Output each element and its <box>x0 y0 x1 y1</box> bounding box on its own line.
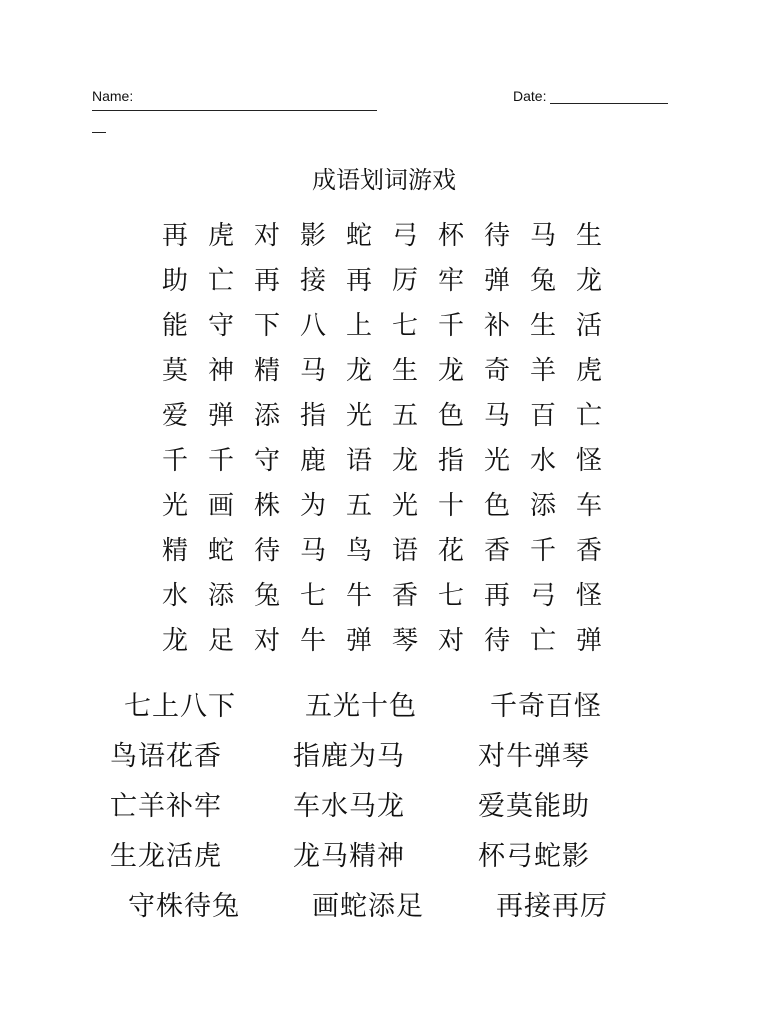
grid-cell: 上 <box>345 311 372 341</box>
grid-cell: 生 <box>575 221 602 251</box>
grid-cell: 龙 <box>437 356 464 386</box>
grid-cell: 再 <box>345 266 372 296</box>
grid-cell: 株 <box>253 491 280 521</box>
grid-cell: 牢 <box>437 266 464 296</box>
grid-cell: 八 <box>299 311 326 341</box>
grid-cell: 香 <box>575 536 602 566</box>
grid-cell: 色 <box>437 401 464 431</box>
grid-cell: 弹 <box>575 626 602 656</box>
grid-cell: 琴 <box>391 626 418 656</box>
grid-cell: 弓 <box>529 581 556 611</box>
grid-cell: 千 <box>529 536 556 566</box>
grid-cell: 待 <box>483 221 510 251</box>
grid-cell: 色 <box>483 491 510 521</box>
idiom-word: 画蛇添足 <box>312 891 424 922</box>
idiom-word: 对牛弹琴 <box>478 741 590 772</box>
grid-cell: 指 <box>299 401 326 431</box>
grid-cell: 精 <box>161 536 188 566</box>
grid-cell: 怪 <box>575 581 602 611</box>
grid-cell: 七 <box>391 311 418 341</box>
grid-cell: 龙 <box>391 446 418 476</box>
grid-cell: 补 <box>483 311 510 341</box>
grid-cell: 生 <box>529 311 556 341</box>
grid-cell: 五 <box>391 401 418 431</box>
grid-cell: 鹿 <box>299 446 326 476</box>
grid-cell: 五 <box>345 491 372 521</box>
idiom-word: 龙马精神 <box>293 841 405 872</box>
grid-cell: 添 <box>529 491 556 521</box>
grid-cell: 千 <box>161 446 188 476</box>
grid-cell: 杯 <box>437 221 464 251</box>
grid-cell: 对 <box>437 626 464 656</box>
grid-cell: 足 <box>207 626 234 656</box>
grid-cell: 马 <box>299 536 326 566</box>
grid-cell: 添 <box>207 581 234 611</box>
grid-cell: 龙 <box>575 266 602 296</box>
grid-cell: 待 <box>483 626 510 656</box>
grid-cell: 亡 <box>575 401 602 431</box>
grid-cell: 光 <box>483 446 510 476</box>
idiom-word: 车水马龙 <box>293 791 405 822</box>
grid-cell: 厉 <box>391 266 418 296</box>
grid-cell: 虎 <box>575 356 602 386</box>
idiom-word: 杯弓蛇影 <box>478 841 590 872</box>
word-search-grid <box>152 214 612 664</box>
grid-cell: 语 <box>391 536 418 566</box>
grid-cell: 牛 <box>345 581 372 611</box>
name-blank-line-continuation <box>92 132 106 133</box>
grid-cell: 兔 <box>253 581 280 611</box>
grid-cell: 语 <box>345 446 372 476</box>
grid-cell: 蛇 <box>345 221 372 251</box>
grid-cell: 龙 <box>345 356 372 386</box>
grid-cell: 车 <box>575 491 602 521</box>
grid-cell: 羊 <box>529 356 556 386</box>
grid-cell: 马 <box>299 356 326 386</box>
idiom-word: 亡羊补牢 <box>110 791 222 822</box>
grid-cell: 添 <box>253 401 280 431</box>
grid-cell: 光 <box>391 491 418 521</box>
grid-cell: 七 <box>299 581 326 611</box>
date-label: Date: <box>513 88 547 104</box>
grid-cell: 水 <box>161 581 188 611</box>
date-field <box>513 88 668 104</box>
idiom-word: 鸟语花香 <box>110 741 222 772</box>
grid-cell: 为 <box>299 491 326 521</box>
grid-cell: 能 <box>161 311 188 341</box>
grid-cell: 再 <box>483 581 510 611</box>
grid-cell: 花 <box>437 536 464 566</box>
grid-cell: 光 <box>345 401 372 431</box>
grid-cell: 兔 <box>529 266 556 296</box>
grid-cell: 助 <box>161 266 188 296</box>
grid-cell: 七 <box>437 581 464 611</box>
grid-cell: 百 <box>529 401 556 431</box>
grid-cell: 再 <box>253 266 280 296</box>
grid-cell: 精 <box>253 356 280 386</box>
grid-cell: 神 <box>207 356 234 386</box>
idiom-word: 千奇百怪 <box>490 691 602 722</box>
idiom-word: 再接再厉 <box>496 891 608 922</box>
grid-cell: 虎 <box>207 221 234 251</box>
idiom-word: 七上八下 <box>124 691 236 722</box>
grid-cell: 再 <box>161 221 188 251</box>
name-label: Name: <box>92 88 134 104</box>
grid-cell: 马 <box>483 401 510 431</box>
grid-cell: 牛 <box>299 626 326 656</box>
grid-cell: 亡 <box>207 266 234 296</box>
grid-cell: 守 <box>253 446 280 476</box>
idiom-word: 守株待兔 <box>128 891 240 922</box>
grid-cell: 鸟 <box>345 536 372 566</box>
grid-cell: 下 <box>253 311 280 341</box>
grid-cell: 弹 <box>345 626 372 656</box>
page-title: 成语划词游戏 <box>312 166 456 194</box>
grid-cell: 蛇 <box>207 536 234 566</box>
idiom-word: 指鹿为马 <box>293 741 405 772</box>
grid-cell: 指 <box>437 446 464 476</box>
grid-cell: 弹 <box>207 401 234 431</box>
idiom-word: 爱莫能助 <box>478 791 590 822</box>
grid-cell: 对 <box>253 626 280 656</box>
grid-cell: 莫 <box>161 356 188 386</box>
grid-cell: 香 <box>391 581 418 611</box>
grid-cell: 亡 <box>529 626 556 656</box>
grid-cell: 千 <box>437 311 464 341</box>
grid-cell: 香 <box>483 536 510 566</box>
grid-cell: 接 <box>299 266 326 296</box>
grid-cell: 奇 <box>483 356 510 386</box>
grid-cell: 对 <box>253 221 280 251</box>
grid-cell: 弓 <box>391 221 418 251</box>
grid-cell: 画 <box>207 491 234 521</box>
grid-cell: 影 <box>299 221 326 251</box>
grid-cell: 怪 <box>575 446 602 476</box>
grid-cell: 活 <box>575 311 602 341</box>
grid-cell: 龙 <box>161 626 188 656</box>
grid-cell: 爱 <box>161 401 188 431</box>
grid-cell: 守 <box>207 311 234 341</box>
date-blank-line <box>550 103 668 104</box>
grid-cell: 马 <box>529 221 556 251</box>
grid-cell: 弹 <box>483 266 510 296</box>
idiom-word: 生龙活虎 <box>110 841 222 872</box>
grid-cell: 千 <box>207 446 234 476</box>
grid-cell: 待 <box>253 536 280 566</box>
name-blank-line <box>92 110 377 111</box>
grid-cell: 水 <box>529 446 556 476</box>
idiom-word: 五光十色 <box>305 691 417 722</box>
grid-cell: 生 <box>391 356 418 386</box>
grid-cell: 光 <box>161 491 188 521</box>
grid-cell: 十 <box>437 491 464 521</box>
